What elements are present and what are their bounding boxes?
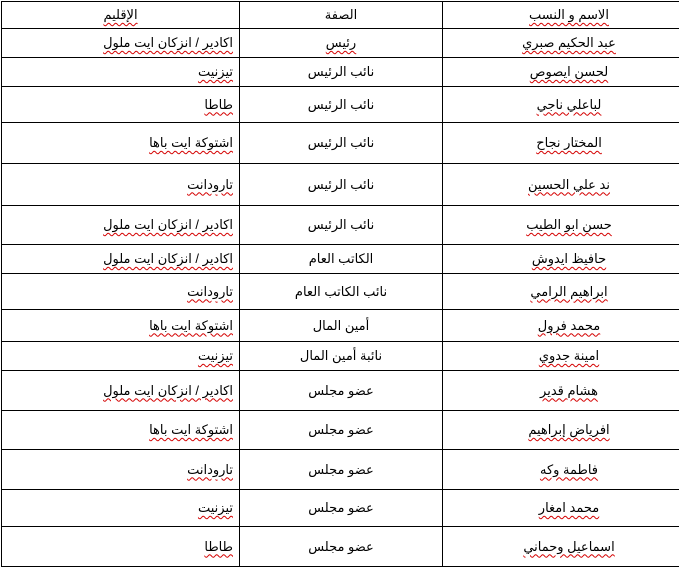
name-cell: لباعلي ناجي xyxy=(443,87,679,123)
name-cell: لحسن ايصوص xyxy=(443,58,679,87)
table-row xyxy=(2,411,679,450)
role-cell: عضو مجلس xyxy=(240,411,443,450)
header-row xyxy=(2,2,679,29)
role-cell: نائب الرئيس xyxy=(240,206,443,245)
header-region: الإقليم xyxy=(2,2,240,29)
table-row xyxy=(2,87,679,123)
name-cell: عبد الحكيم صبري xyxy=(443,29,679,58)
role-cell: عضو مجلس xyxy=(240,527,443,567)
region-cell: طاطا xyxy=(2,527,240,567)
region-cell: اكادير / انزكان ايت ملول xyxy=(2,29,240,58)
role-cell: عضو مجلس xyxy=(240,490,443,527)
table-row xyxy=(2,527,679,567)
name-cell: اسماعيل وحماني xyxy=(443,527,679,567)
table-body xyxy=(2,29,679,567)
region-cell: تيزنيت xyxy=(2,342,240,371)
region-cell: اكادير / انزكان ايت ملول xyxy=(2,245,240,274)
name-cell: المختار نجاح xyxy=(443,123,679,164)
region-cell: تيزنيت xyxy=(2,490,240,527)
table-row xyxy=(2,371,679,411)
role-cell: عضو مجلس xyxy=(240,371,443,411)
region-cell: طاطا xyxy=(2,87,240,123)
region-cell: اكادير / انزكان ايت ملول xyxy=(2,206,240,245)
role-cell: نائب الرئيس xyxy=(240,164,443,206)
name-cell: ابراهيم الرامي xyxy=(443,274,679,310)
name-cell: حافيظ ايدوش xyxy=(443,245,679,274)
region-cell: تارودانت xyxy=(2,274,240,310)
role-cell: نائب الكاتب العام xyxy=(240,274,443,310)
table-row xyxy=(2,58,679,87)
table-row xyxy=(2,490,679,527)
role-cell: نائب الرئيس xyxy=(240,123,443,164)
header-role: الصفة xyxy=(240,2,443,29)
table-row xyxy=(2,310,679,342)
table-row xyxy=(2,274,679,310)
table-row xyxy=(2,29,679,58)
role-cell: نائبة أمين المال xyxy=(240,342,443,371)
table-row xyxy=(2,164,679,206)
header-name: الاسم و النسب xyxy=(443,2,679,29)
name-cell: ند علي الحسين xyxy=(443,164,679,206)
name-cell: محمد فرول xyxy=(443,310,679,342)
name-cell: افرياض إبراهيم xyxy=(443,411,679,450)
name-cell: هشام قدير xyxy=(443,371,679,411)
name-cell: فاطمة وكه xyxy=(443,450,679,490)
region-cell: اكادير / انزكان ايت ملول xyxy=(2,371,240,411)
role-cell: أمين المال xyxy=(240,310,443,342)
name-cell: محمد امغار xyxy=(443,490,679,527)
role-cell: رئيس xyxy=(240,29,443,58)
table-row xyxy=(2,245,679,274)
name-cell: امينة جدوي xyxy=(443,342,679,371)
role-cell: الكاتب العام xyxy=(240,245,443,274)
role-cell: نائب الرئيس xyxy=(240,58,443,87)
role-cell: عضو مجلس xyxy=(240,450,443,490)
table-row xyxy=(2,123,679,164)
region-cell: تارودانت xyxy=(2,164,240,206)
name-cell: حسن ابو الطيب xyxy=(443,206,679,245)
table-row xyxy=(2,450,679,490)
table-row xyxy=(2,206,679,245)
region-cell: اشتوكة ايت باها xyxy=(2,411,240,450)
region-cell: تارودانت xyxy=(2,450,240,490)
role-cell: نائب الرئيس xyxy=(240,87,443,123)
table-row xyxy=(2,342,679,371)
region-cell: اشتوكة ايت باها xyxy=(2,310,240,342)
region-cell: اشتوكة ايت باها xyxy=(2,123,240,164)
members-table xyxy=(1,1,679,567)
region-cell: تيزنيت xyxy=(2,58,240,87)
